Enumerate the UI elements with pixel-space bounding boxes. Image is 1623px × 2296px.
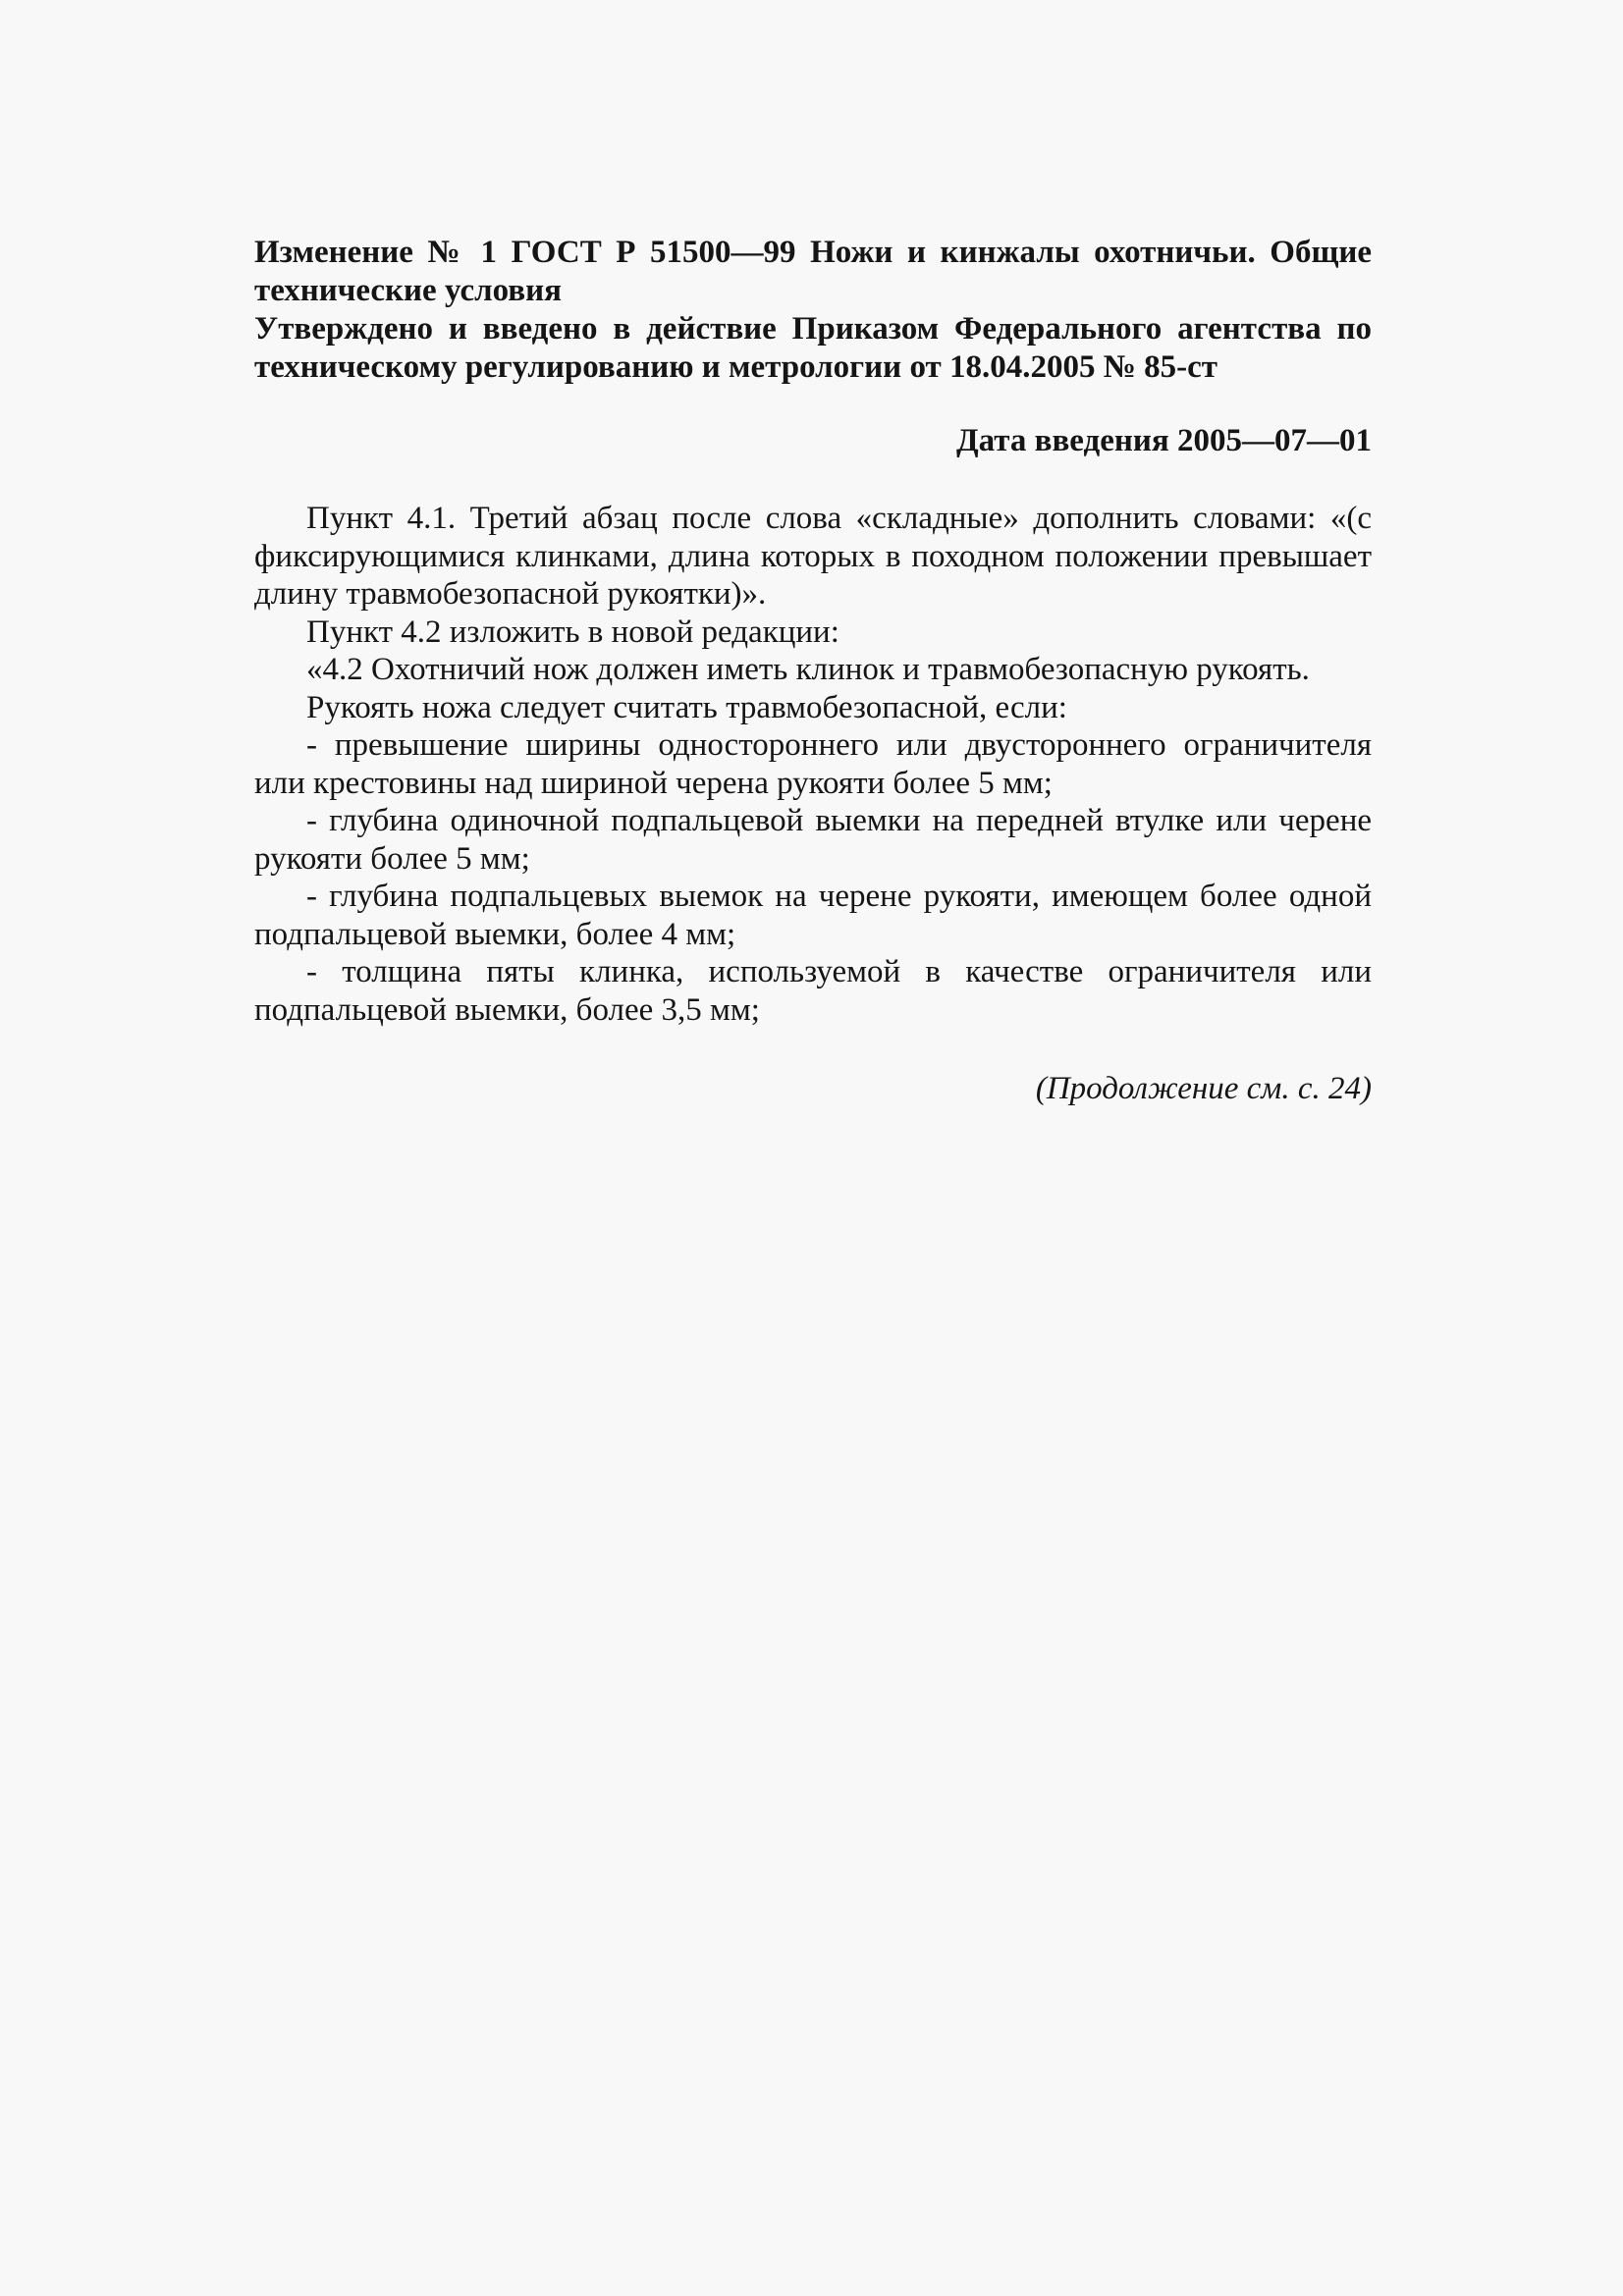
paragraph-4-1: Пункт 4.1. Третий абзац после слова «складные» дополнить словами: «(с фиксирующимися клинками, длина которых в походном положении превышает длину травмобезопасной рукоятки)». bbox=[254, 501, 1372, 612]
paragraph-handle-condition: Рукоять ножа следует считать травмобезопасной, если: bbox=[306, 689, 1067, 725]
document-content bbox=[254, 234, 1372, 1108]
continuation-note: (Продолжение см. с. 24) bbox=[1035, 1071, 1372, 1106]
title-block bbox=[254, 234, 1372, 387]
list-item: - глубина одиночной подпальцевой выемки на передней втулке или черене рукояти более 5 мм; bbox=[254, 803, 1372, 877]
amendment-body bbox=[254, 500, 1372, 1029]
approval-statement: Утверждено и введено в действие Приказом Федерального агентства по техническому регулированию и метрологии от 18.04.2005 № 85-ст bbox=[254, 311, 1372, 385]
list-item: - глубина подпальцевых выемок на черене рукояти, имеющем более одной подпальцевой выемки, более 4 мм; bbox=[254, 879, 1372, 952]
paragraph-4-2-intro: Пункт 4.2 изложить в новой редакции: bbox=[306, 614, 839, 650]
introduction-date: Дата введения 2005—07—01 bbox=[955, 423, 1372, 458]
amendment-title: Изменение № 1 ГОСТ Р 51500—99 Ножи и кинжалы охотничьи. Общие технические условия bbox=[254, 235, 1372, 308]
list-item: - превышение ширины одностороннего или двустороннего ограничителя или крестовины над шириной черена рукояти более 5 мм; bbox=[254, 727, 1372, 801]
list-item: - толщина пяты клинка, используемой в качестве ограничителя или подпальцевой выемки, более 3,5 мм; bbox=[254, 954, 1372, 1028]
paragraph-4-2-text: «4.2 Охотничий нож должен иметь клинок и травмобезопасную рукоять. bbox=[306, 652, 1310, 687]
